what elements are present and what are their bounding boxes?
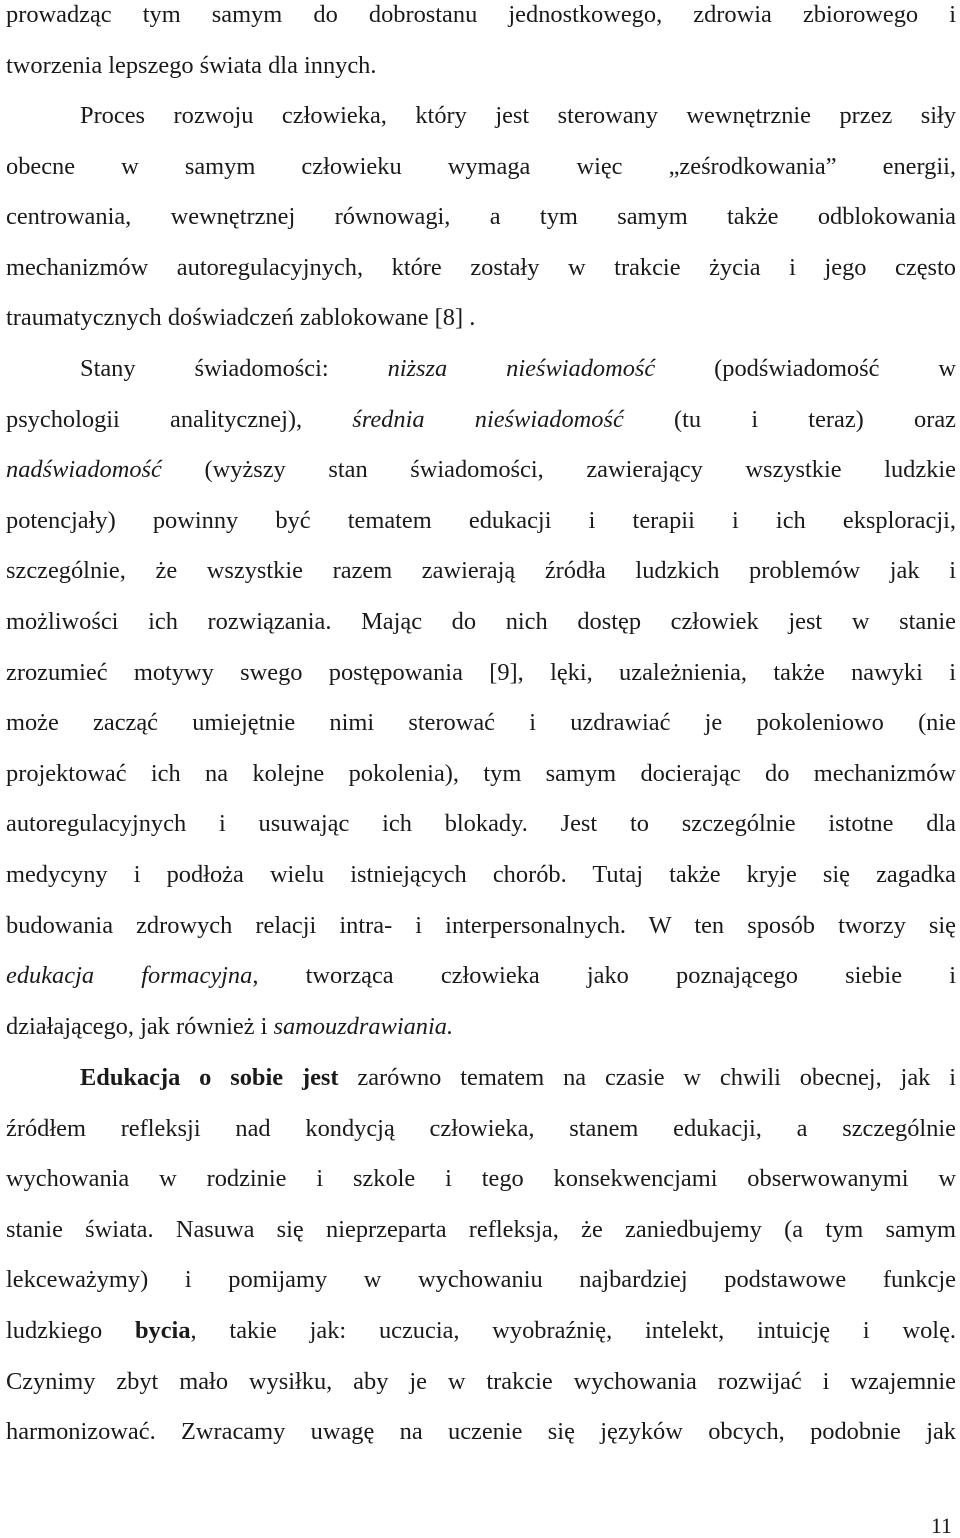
text-run: , takie jak: uczucia, wyobraźnię, intelekt, intuicję i wolę. xyxy=(190,1316,956,1344)
text-line xyxy=(6,1063,956,1114)
text-run: Stany świadomości: xyxy=(80,355,388,382)
text-line: harmonizować. Zwracamy uwagę na uczenie się języków obcych, podobnie jak xyxy=(6,1418,956,1446)
text-line: traumatycznych doświadczeń zablokowane [8] . xyxy=(6,304,476,332)
text-line xyxy=(6,1316,956,1367)
page-number: 11 xyxy=(930,1513,952,1538)
text-line: projektować ich na kolejne pokolenia), tym samym docierając do mechanizmów xyxy=(6,759,956,787)
text-line xyxy=(6,455,956,506)
text-line: lekceważymy) i pomijamy w wychowaniu najbardziej podstawowe funkcje xyxy=(6,1266,956,1294)
italic-term: średnia nieświadomość xyxy=(352,405,624,433)
text-line: prowadząc tym samym do dobrostanu jednostkowego, zdrowia zbiorowego i xyxy=(6,1,956,28)
paragraph-3 xyxy=(6,354,956,1062)
text-run: (podświadomość w xyxy=(655,355,957,382)
italic-term: nadświadomość xyxy=(6,456,162,484)
text-line: autoregulacyjnych i usuwając ich blokady. Jest to szczególnie istotne dla xyxy=(6,810,956,838)
text-line: mechanizmów autoregulacyjnych, które zostały w trakcie życia i jego często xyxy=(6,253,956,281)
bold-term: bycia xyxy=(134,1316,191,1344)
text-run: , tworząca człowieka jako poznającego siebie i xyxy=(252,962,956,990)
text-line: budowania zdrowych relacji intra- i interpersonalnych. W ten sposób tworzy się xyxy=(6,911,956,939)
paragraph-4 xyxy=(6,1063,956,1468)
italic-term: niższa nieświadomość xyxy=(387,355,656,382)
text-line: centrowania, wewnętrznej równowagi, a tym samym także odblokowania xyxy=(6,203,956,231)
text-run: psychologii analitycznej), xyxy=(6,405,353,433)
text-line: medycyny i podłoża wielu istniejących chorób. Tutaj także kryje się zagadka xyxy=(6,860,956,888)
text-line: wychowania w rodzinie i szkole i tego konsekwencjami obserwowanymi w xyxy=(6,1165,956,1193)
text-line: może zacząć umiejętnie nimi sterować i uzdrawiać je pokoleniowo (nie xyxy=(6,709,956,737)
text-line: obecne w samym człowieku wymaga więc „ześrodkowania” energii, xyxy=(6,152,956,180)
text-line xyxy=(6,405,956,456)
text-run: działającego, jak również i xyxy=(6,1012,274,1040)
text-line xyxy=(6,1012,956,1063)
text-line: zrozumieć motywy swego postępowania [9], lęki, uzależnienia, także nawyki i xyxy=(6,658,956,686)
text-line: tworzenia lepszego świata dla innych. xyxy=(6,51,377,79)
text-line: szczególnie, że wszystkie razem zawierają źródła ludzkich problemów jak i xyxy=(6,557,956,585)
text-run: zarówno tematem na czasie w chwili obecnej, jak i xyxy=(338,1064,956,1091)
text-line: możliwości ich rozwiązania. Mając do nich dostęp człowiek jest w stanie xyxy=(6,607,956,635)
bold-term: Edukacja o sobie jest xyxy=(80,1064,339,1091)
text-run: (tu i teraz) oraz xyxy=(623,405,956,433)
text-line: stanie świata. Nasuwa się nieprzeparta refleksja, że zaniedbujemy (a tym samym xyxy=(6,1215,956,1243)
text-line: źródłem refleksji nad kondycją człowieka, stanem edukacji, a szczególnie xyxy=(6,1114,956,1142)
paragraph-1 xyxy=(6,0,956,101)
paragraph-2 xyxy=(6,101,956,354)
text-line: Proces rozwoju człowieka, który jest sterowany wewnętrznie przez siły xyxy=(80,102,956,129)
text-run: (wyższy stan świadomości, zawierający wszystkie ludzkie xyxy=(161,456,956,484)
italic-term: samouzdrawiania. xyxy=(273,1012,454,1040)
text-line xyxy=(6,354,956,405)
text-line xyxy=(6,961,956,1012)
italic-term: edukacja formacyjna xyxy=(6,962,253,990)
text-line: Czynimy zbyt mało wysiłku, aby je w trakcie wychowania rozwijać i wzajemnie xyxy=(6,1367,956,1395)
text-line: potencjały) powinny być tematem edukacji i terapii i ich eksploracji, xyxy=(6,506,956,534)
text-run: ludzkiego xyxy=(6,1316,135,1344)
